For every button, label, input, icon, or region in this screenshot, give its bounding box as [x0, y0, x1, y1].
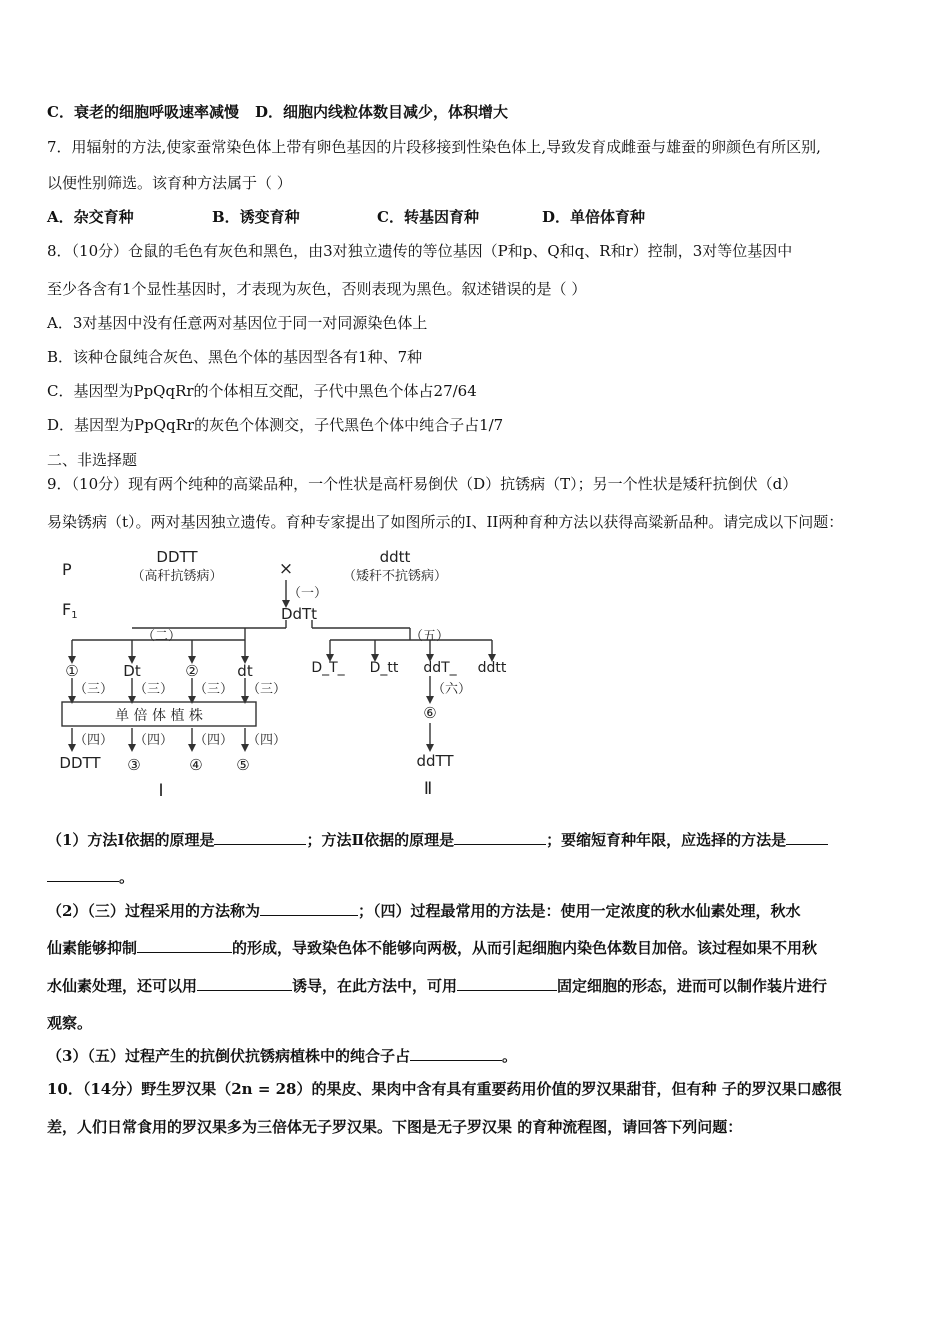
blank-2[interactable]	[454, 829, 546, 845]
q7-option-a: A．杂交育种	[47, 208, 134, 226]
q8-option-c: C．基因型为PpQqRr的个体相互交配，子代中黑色个体占27/64	[47, 382, 477, 400]
q9-p1-text-b: ；方法Ⅱ依据的原理是	[306, 831, 455, 849]
result-4: ⑤	[236, 756, 250, 774]
offspring-1: D_T_	[311, 660, 345, 676]
result-1: DDTT	[59, 754, 101, 772]
result-3: ④	[189, 756, 203, 774]
diagram-p-label: P	[62, 560, 72, 579]
step-3-label-c: （三）	[194, 682, 234, 697]
breeding-diagram	[50, 540, 520, 810]
step-1-label: （一）	[288, 586, 328, 601]
q9-part-2-line-4: 观察。	[47, 1014, 93, 1032]
result-2: ③	[127, 756, 141, 774]
q7-line-1: 7．用辐射的方法,使家蚕常染色体上带有卵色基因的片段移接到性染色体上,导致发育成雌蚕与雄蚕的卵颜色有所区别,	[47, 138, 821, 156]
blank-8[interactable]	[410, 1045, 502, 1061]
q9-p2-text-c: 仙素能够抑制	[47, 939, 138, 957]
q8-option-d: D．基因型为PpQqRr的灰色个体测交，子代黑色个体中纯合子占1/7	[47, 416, 504, 434]
q9-line-2: 易染锈病（t）。两对基因独立遗传。育种专家提出了如图所示的I、II两种育种方法以获得高粱新品种。请完成以下问题：	[47, 513, 844, 531]
blank-6[interactable]	[197, 975, 292, 991]
step-6-label: （六）	[432, 682, 472, 697]
q9-p2-text-a: （2）（三）过程采用的方法称为	[47, 902, 260, 920]
q7-option-c: C．转基因育种	[377, 208, 479, 226]
q7-option-b: B．诱变育种	[212, 208, 300, 226]
gamete-3: ②	[185, 662, 199, 680]
parent2-note: （矮秆不抗锈病）	[342, 569, 448, 584]
blank-5[interactable]	[137, 937, 232, 953]
gamete-4: dt	[237, 662, 253, 680]
q9-p1-text-c: ；要缩短育种年限，应选择的方法是	[546, 831, 787, 849]
offspring-4: ddtt	[477, 660, 507, 676]
q8-line-1: 8．（10分）仓鼠的毛色有灰色和黑色，由3对独立遗传的等位基因（P和p、Q和q、R和r）控制，3对等位基因中	[47, 242, 793, 260]
q8-option-b: B．该种仓鼠纯合灰色、黑色个体的基因型各有1种、7种	[47, 348, 423, 366]
parent1-genotype: DDTT	[156, 548, 198, 566]
step-4-label-b: （四）	[134, 733, 174, 748]
offspring-2: D_tt	[369, 660, 399, 676]
q9-p3-text-a: （3）（五）过程产生的抗倒伏抗锈病植株中的纯合子占	[47, 1047, 410, 1065]
q7-options	[47, 207, 645, 227]
blank-3a[interactable]	[786, 829, 828, 845]
gamete-1: ①	[65, 662, 79, 680]
step-5-label: （五）	[410, 629, 450, 644]
q7-line-2: 以便性别筛选。该育种方法属于（ ）	[47, 174, 292, 192]
diagram-f1-label: F1	[62, 600, 78, 621]
q9-p3-end: 。	[501, 1047, 517, 1065]
final-genotype: ddTT	[416, 752, 454, 770]
haploid-box-label: 单 倍 体 植 株	[115, 708, 203, 724]
q8-option-a: A．3对基因中没有任意两对基因位于同一对同源染色体上	[47, 314, 428, 332]
q9-p1-end: 。	[119, 868, 135, 886]
step-2-label: （二）	[142, 629, 182, 644]
selection-6: ⑥	[423, 704, 437, 722]
method-2-label: Ⅱ	[423, 779, 433, 799]
parent2-genotype: ddtt	[379, 548, 411, 566]
f1-genotype: DdTt	[280, 605, 318, 623]
step-4-label-d: （四）	[247, 733, 287, 748]
q9-part-2-line-3	[47, 975, 827, 996]
cross-symbol: ×	[278, 559, 294, 579]
q9-p2-text-f: 诱导，在此方法中，可用	[292, 977, 458, 995]
step-3-label-b: （三）	[134, 682, 174, 697]
step-3-label-d: （三）	[247, 682, 287, 697]
q7-option-d: D．单倍体育种	[542, 208, 646, 226]
q9-part-2-line-2	[47, 937, 817, 958]
q6-option-c: C．衰老的细胞呼吸速率减慢	[47, 103, 239, 121]
gamete-2: Dt	[123, 662, 141, 680]
method-1-label: I	[158, 781, 164, 801]
blank-4[interactable]	[260, 900, 358, 916]
parent1-note: （高秆抗锈病）	[131, 569, 223, 584]
q9-part-2	[47, 900, 800, 921]
q9-p1-text-a: （1）方法Ⅰ依据的原理是	[47, 831, 215, 849]
q6-options	[47, 102, 508, 122]
section-heading: 二、非选择题	[47, 451, 138, 469]
q10-line-1: 10．（14分）野生罗汉果（2n = 28）的果皮、果肉中含有具有重要药用价值的罗汉果甜苷，但有种 子的罗汉果口感很	[47, 1080, 842, 1098]
q9-part-1-cont	[47, 866, 134, 887]
q9-p2-text-e: 水仙素处理，还可以用	[47, 977, 198, 995]
q9-line-1: 9．（10分）现有两个纯种的高粱品种，一个性状是高杆易倒伏（D）抗锈病（T）；另一个性状是矮秆抗倒伏（d）	[47, 475, 798, 493]
q9-part-3	[47, 1045, 517, 1066]
step-4-label-c: （四）	[194, 733, 234, 748]
q9-part-1	[47, 829, 828, 850]
blank-7[interactable]	[457, 975, 557, 991]
offspring-3: ddT_	[423, 660, 457, 676]
q9-p2-text-g: 固定细胞的形态，进而可以制作装片进行	[557, 977, 828, 995]
q8-line-2: 至少各含有1个显性基因时，才表现为灰色，否则表现为黑色。叙述错误的是（ ）	[47, 280, 587, 298]
blank-3b[interactable]	[47, 866, 119, 882]
step-3-label-a: （三）	[74, 682, 114, 697]
step-4-label-a: （四）	[74, 733, 114, 748]
blank-1[interactable]	[214, 829, 306, 845]
q6-option-d: D．细胞内线粒体数目减少，体积增大	[254, 103, 508, 121]
q9-p2-text-d: 的形成，导致染色体不能够向两极，从而引起细胞内染色体数目加倍。该过程如果不用秋	[232, 939, 818, 957]
q10-line-2: 差，人们日常食用的罗汉果多为三倍体无子罗汉果。下图是无子罗汉果 的育种流程图，请回答下列问题：	[47, 1118, 743, 1136]
q9-p2-text-b: ；（四）过程最常用的方法是：使用一定浓度的秋水仙素处理，秋水	[357, 902, 801, 920]
